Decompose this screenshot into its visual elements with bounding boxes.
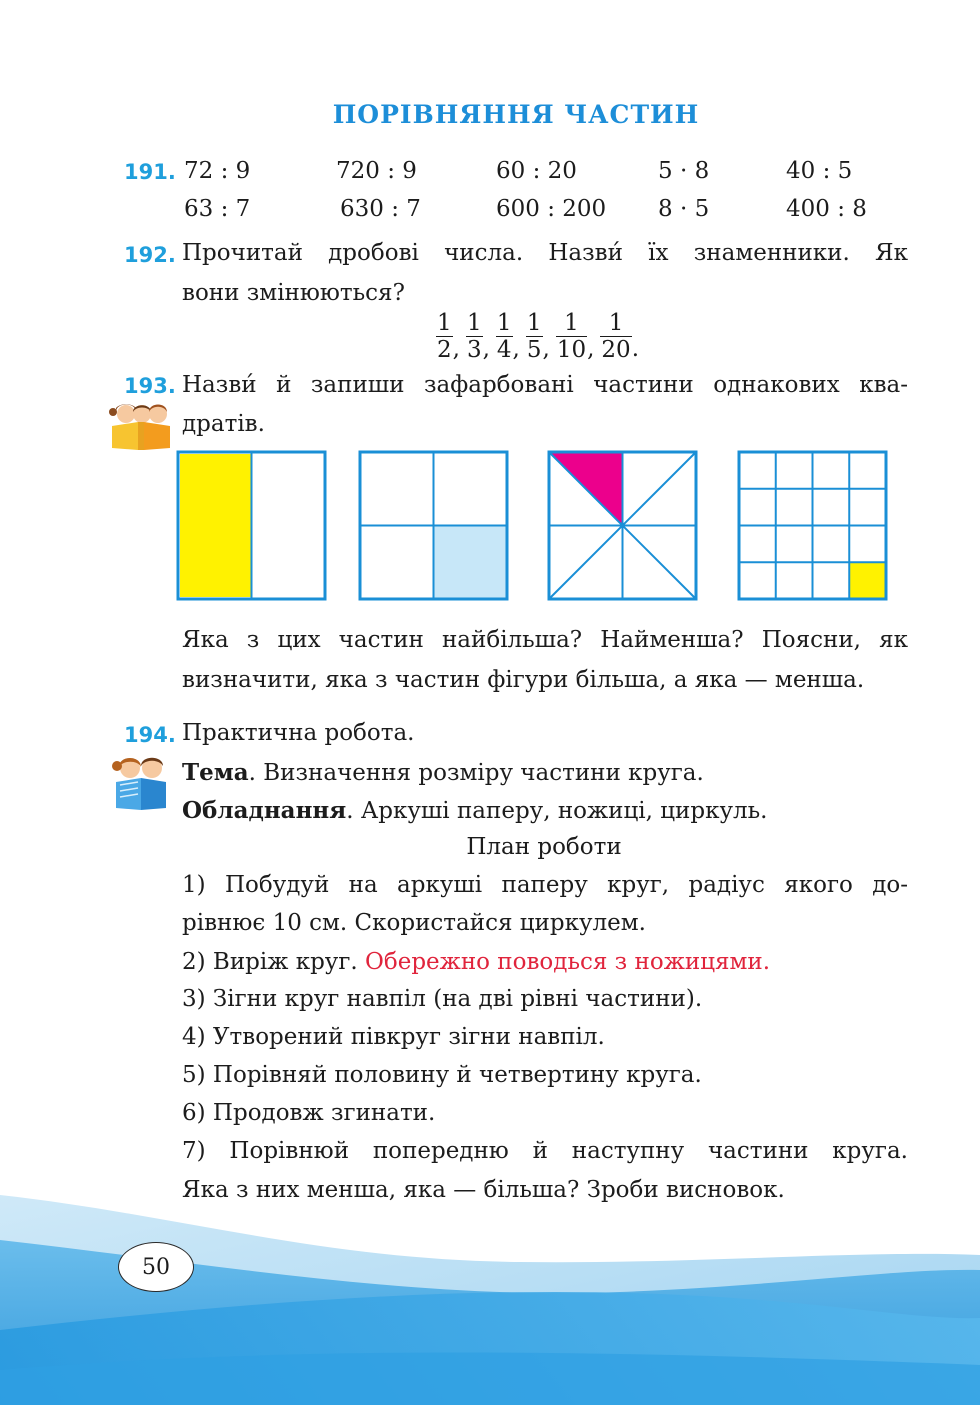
fraction-denominator: 5	[526, 337, 542, 363]
exercise-number-192: 192.	[124, 243, 176, 267]
fraction-numerator: 1	[564, 310, 579, 336]
plan-step-7-line-1: 7) Порівнюй попередню й наступну частини круга.	[182, 1138, 908, 1164]
fraction-numerator: 1	[526, 310, 542, 336]
expression: 60 : 20	[496, 158, 577, 184]
plan-step-6: 6) Продовж згинати.	[182, 1100, 436, 1126]
fraction-denominator: 10	[556, 337, 587, 363]
fraction	[526, 310, 543, 363]
exercise-194-equipment	[182, 797, 908, 824]
exercise-193-question-line-1: Яка з цих частин найбільша? Найменша? Поясни, як	[182, 627, 908, 653]
shaded-half	[180, 454, 251, 597]
exercise-number-194: 194.	[124, 723, 176, 747]
shaded-quarter	[434, 526, 506, 598]
expression: 5 · 8	[658, 158, 710, 184]
expression: 720 : 9	[336, 158, 417, 184]
exercise-192-text-line-2: вони змінюються?	[182, 280, 405, 306]
plan-step-1-line-2: рівнює 10 см. Скористайся циркулем.	[182, 910, 646, 936]
exercise-number-193: 193.	[124, 374, 176, 398]
fraction-numerator: 1	[466, 310, 482, 336]
children-reading-icon	[106, 400, 176, 452]
equipment-label: Обладнання	[182, 797, 347, 824]
exercise-192-text-line-1: Прочитай дробові числа. Назви́ їх знаменники. Як	[182, 240, 908, 266]
exercise-number-191: 191.	[124, 160, 176, 184]
fraction-list	[436, 310, 645, 370]
fraction-separator: .	[631, 336, 639, 362]
safety-warning: Обережно поводься з ножицями.	[365, 949, 771, 975]
shaded-sixteenth	[849, 562, 885, 598]
fraction-separator: ,	[482, 336, 490, 362]
fraction	[436, 310, 453, 363]
equipment-text: . Аркуші паперу, ножиці, циркуль.	[346, 798, 768, 824]
exercise-193-text-line-1: Назви́ й запиши зафарбовані частини однакових ква-	[182, 372, 908, 398]
exercise-194-heading: Практична робота.	[182, 720, 415, 746]
expression: 40 : 5	[786, 158, 853, 184]
page-title: ПОРІВНЯННЯ ЧАСТИН	[332, 100, 700, 129]
plan-step-2	[182, 949, 908, 975]
plan-step-1-line-1: 1) Побудуй на аркуші паперу круг, радіус якого до-	[182, 872, 908, 898]
expression: 63 : 7	[184, 196, 251, 222]
squares-figure	[176, 450, 891, 602]
plan-step-7-line-2: Яка з них менша, яка — більша? Зроби висновок.	[182, 1177, 785, 1203]
expression: 400 : 8	[786, 196, 867, 222]
fraction-separator: ,	[452, 336, 460, 362]
step-2-text: 2) Виріж круг.	[182, 949, 366, 975]
square-quarters	[360, 452, 507, 599]
square-halves	[178, 452, 325, 599]
fraction	[466, 310, 483, 363]
expression: 600 : 200	[496, 196, 607, 222]
plan-step-5: 5) Порівняй половину й четвертину круга.	[182, 1062, 702, 1088]
children-reading-book-icon	[108, 752, 174, 812]
fraction-numerator: 1	[437, 310, 452, 336]
fraction-numerator: 1	[608, 310, 624, 336]
expression: 72 : 9	[184, 158, 251, 184]
fraction-separator: ,	[587, 336, 595, 362]
fraction	[600, 310, 631, 363]
square-eighths	[549, 452, 696, 599]
fraction-separator: ,	[512, 336, 520, 362]
page-number: 50	[118, 1242, 194, 1292]
fraction-denominator: 20	[601, 337, 631, 363]
plan-title: План роботи	[466, 834, 622, 860]
fraction	[496, 310, 513, 363]
plan-step-3: 3) Зігни круг навпіл (на дві рівні частини).	[182, 986, 703, 1012]
fraction-denominator: 3	[466, 337, 482, 363]
expression: 8 · 5	[658, 196, 710, 222]
fraction-denominator: 4	[496, 337, 512, 363]
fraction-numerator: 1	[496, 310, 512, 336]
expression: 630 : 7	[340, 196, 421, 222]
square-sixteenths	[739, 452, 886, 599]
fraction-separator: ,	[542, 336, 550, 362]
plan-step-4: 4) Утворений півкруг зігни навпіл.	[182, 1024, 605, 1050]
theme-label: Тема	[182, 759, 249, 786]
exercise-194-theme	[182, 759, 908, 786]
exercise-193-text-line-2: дратів.	[182, 411, 265, 437]
fraction	[556, 310, 587, 363]
exercise-193-question-line-2: визначити, яка з частин фігури більша, а яка — менша.	[182, 667, 865, 693]
fraction-denominator: 2	[437, 337, 452, 363]
theme-text: . Визначення розміру частини круга.	[248, 760, 704, 786]
